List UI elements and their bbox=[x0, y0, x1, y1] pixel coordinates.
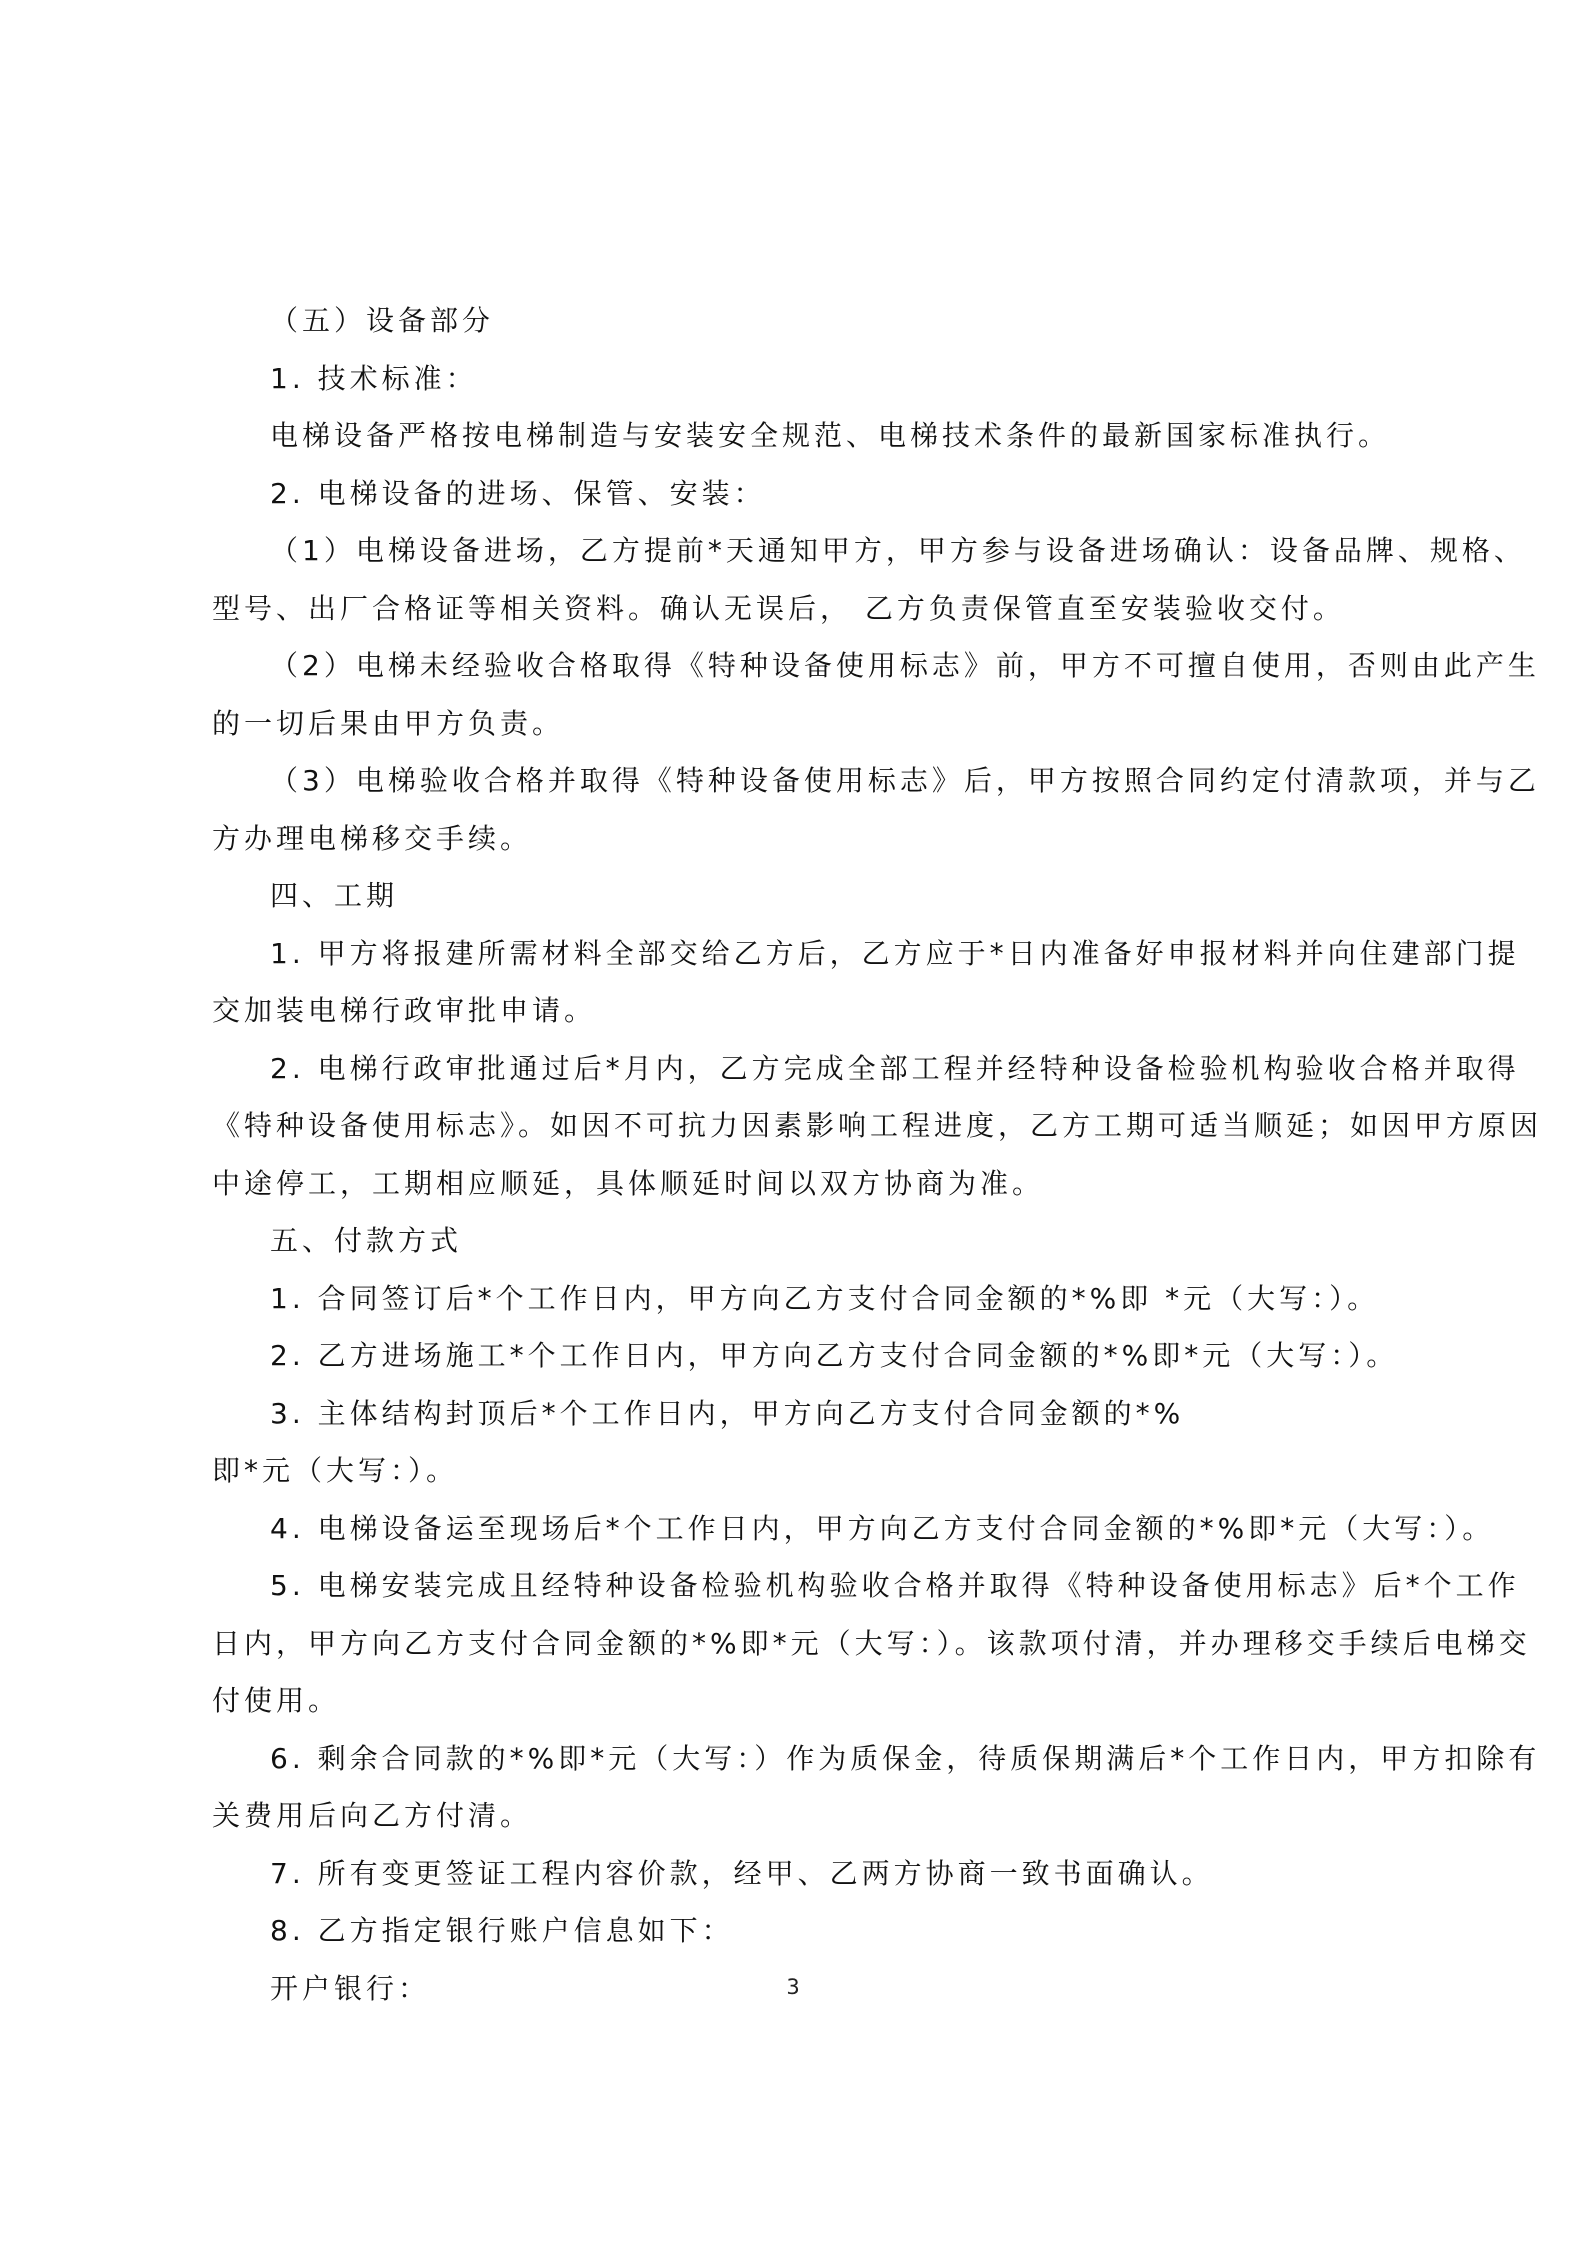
text-line: 7. 所有变更签证工程内容价款，经甲、乙两方协商一致书面确认。 bbox=[270, 1856, 1214, 1890]
text-line: 方办理电梯移交手续。 bbox=[212, 821, 533, 855]
text-line: （2）电梯未经验收合格取得《特种设备使用标志》前，甲方不可擅自使用，否则由此产生 bbox=[270, 649, 1540, 682]
text-line: （五）设备部分 bbox=[270, 304, 495, 337]
text-line: 四、工期 bbox=[270, 879, 399, 912]
text-line: 日内，甲方向乙方支付合同金额的*%即*元（大写：）。该款项付清，并办理移交手续后电梯交 bbox=[212, 1626, 1531, 1660]
text-line: 五、付款方式 bbox=[270, 1224, 463, 1257]
text-line: （3）电梯验收合格并取得《特种设备使用标志》后，甲方按照合同约定付清款项，并与乙 bbox=[270, 764, 1540, 797]
text-line: 电梯设备严格按电梯制造与安装安全规范、电梯技术条件的最新国家标准执行。 bbox=[270, 419, 1391, 452]
text-line: 2. 电梯设备的进场、保管、安装： bbox=[270, 476, 766, 510]
text-line: 2. 电梯行政审批通过后*月内，乙方完成全部工程并经特种设备检验机构验收合格并取得 bbox=[270, 1051, 1520, 1085]
text-line: 1. 甲方将报建所需材料全部交给乙方后，乙方应于*日内准备好申报材料并向住建部门提 bbox=[270, 936, 1520, 970]
text-line: 型号、出厂合格证等相关资料。确认无误后， 乙方负责保管直至安装验收交付。 bbox=[212, 591, 1345, 625]
page-number: 3 bbox=[786, 1975, 800, 1999]
text-line: 4. 电梯设备运至现场后*个工作日内，甲方向乙方支付合同金额的*%即*元（大写：）。 bbox=[270, 1511, 1495, 1545]
text-line: 中途停工，工期相应顺延，具体顺延时间以双方协商为准。 bbox=[212, 1166, 1045, 1200]
document-body bbox=[212, 292, 1543, 2017]
text-line: 5. 电梯安装完成且经特种设备检验机构验收合格并取得《特种设备使用标志》后*个工作 bbox=[270, 1569, 1520, 1602]
text-line: 的一切后果由甲方负责。 bbox=[212, 706, 565, 740]
text-line: 3. 主体结构封顶后*个工作日内，甲方向乙方支付合同金额的*% bbox=[270, 1396, 1185, 1430]
text-line: 交加装电梯行政审批申请。 bbox=[212, 994, 597, 1027]
text-line: （1）电梯设备进场，乙方提前*天通知甲方，甲方参与设备进场确认：设备品牌、规格、 bbox=[270, 534, 1526, 567]
text-line: 关费用后向乙方付清。 bbox=[212, 1799, 533, 1832]
text-line: 1. 合同签订后*个工作日内，甲方向乙方支付合同金额的*%即 *元（大写：）。 bbox=[270, 1281, 1380, 1315]
text-line: 开户银行： bbox=[270, 1971, 431, 2005]
text-line: 6. 剩余合同款的*%即*元（大写：）作为质保金，待质保期满后*个工作日内，甲方扣除有 bbox=[270, 1741, 1541, 1775]
text-line: 2. 乙方进场施工*个工作日内，甲方向乙方支付合同金额的*%即*元（大写：）。 bbox=[270, 1339, 1399, 1372]
text-line: 8. 乙方指定银行账户信息如下： bbox=[270, 1914, 734, 1947]
text-line: 《特种设备使用标志》。如因不可抗力因素影响工程进度，乙方工期可适当顺延；如因甲方原因 bbox=[212, 1109, 1543, 1142]
text-line: 付使用。 bbox=[212, 1684, 341, 1717]
text-line: 1. 技术标准： bbox=[270, 361, 478, 395]
text-line: 即*元（大写：）。 bbox=[212, 1454, 459, 1487]
